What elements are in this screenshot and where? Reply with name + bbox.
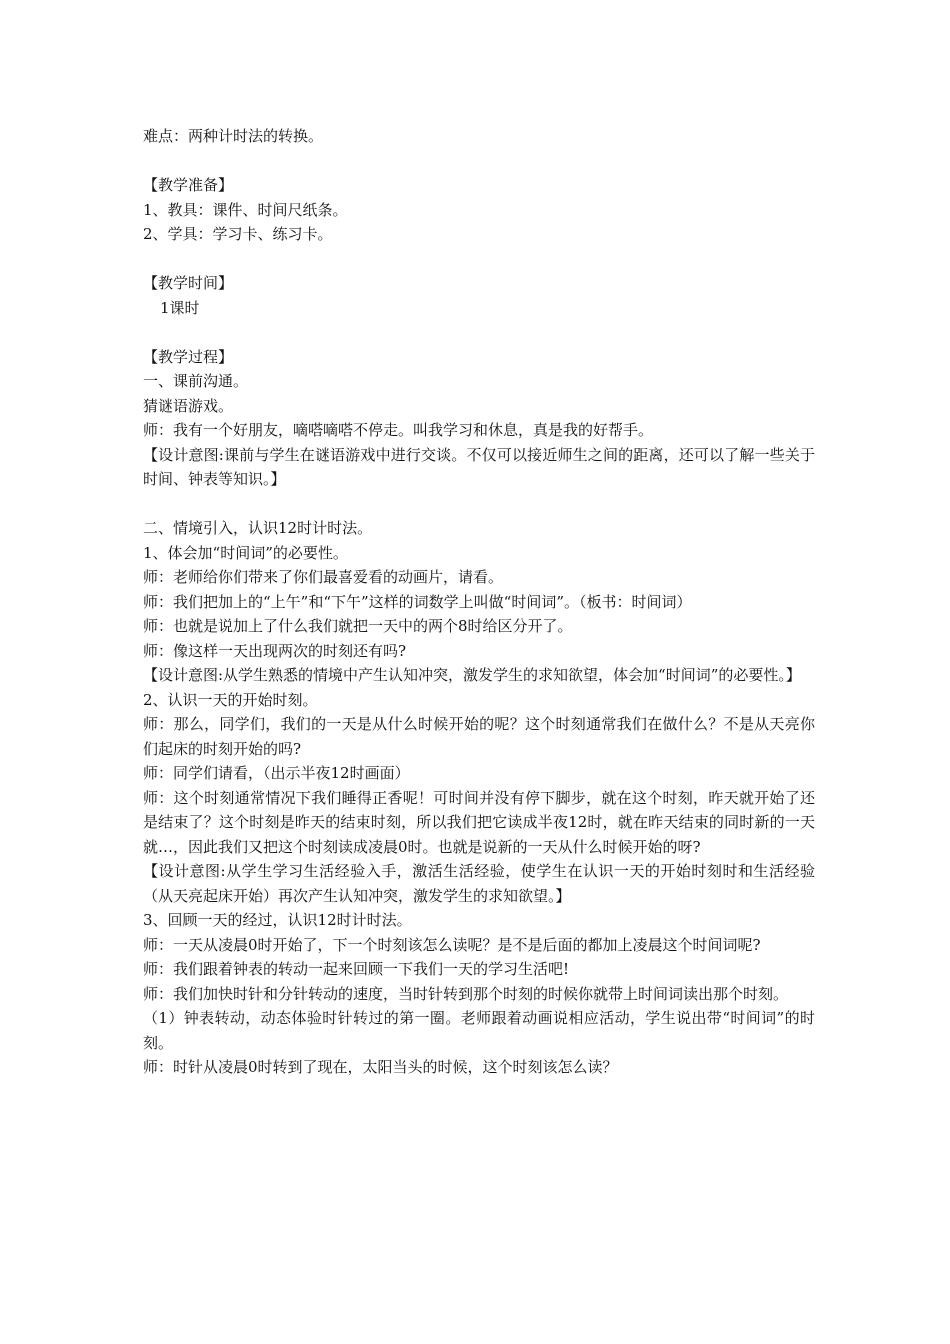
prep-heading: 【教学准备】	[143, 176, 234, 194]
part2-line: 师：那么，同学们，我们的一天是从什么时候开始的呢？这个时刻通常我们在做什么？不是从天亮你们起床的时刻开始的吗?	[143, 715, 815, 758]
part2-line: 师：一天从凌晨0时开始了，下一个时刻该怎么读呢？是不是后面的都加上凌晨这个时间词呢?	[143, 935, 761, 954]
process-heading: 【教学过程】	[143, 347, 234, 366]
part2-design-intent: 【设计意图:从学生学习生活经验入手，激活生活经验，使学生在认识一天的开始时刻时和生活经验（从天亮起床开始）再次产生认知冲突，激发学生的求知欲望。】	[143, 862, 815, 905]
part2-line: 师：时针从凌晨0时转到了现在，太阳当头的时候，这个时刻该怎么读？	[143, 1058, 618, 1076]
spacer	[143, 149, 815, 174]
part2-line: 师：这个时刻通常情况下我们睡得正香呢！可时间并没有停下脚步，就在这个时刻，昨天就开始了还是结束了？这个时刻是昨天的结束时刻，所以我们把它读成半夜12时，就在昨天结束的同时新的一天就…，因此我们又把这个时刻读成凌晨0时。也就是说新的一天从什么时候开始的呀?	[143, 788, 815, 856]
part2-line: 师：我们把加上的“上午”和“下午”这样的词数学上叫做“时间词”。（板书：时间词）	[143, 592, 692, 611]
part2-design-intent: 【设计意图:从学生熟悉的情境中产生认知冲突，激发学生的求知欲望，体会加“时间词”的必要性。】	[143, 666, 801, 684]
difficulty-line: 难点：两种计时法的转换。	[143, 127, 324, 145]
time-value: 1课时	[160, 298, 200, 317]
spacer	[143, 492, 815, 517]
prep-item: 1、教具：课件、时间尺纸条。	[143, 200, 348, 219]
spacer	[143, 320, 815, 345]
spacer	[143, 247, 815, 272]
part2-line: 师：像这样一天出现两次的时刻还有吗?	[143, 641, 407, 660]
part2-line: 师：我们跟着钟表的转动一起来回顾一下我们一天的学习生活吧!	[143, 960, 570, 978]
part2-line: 2、认识一天的开始时刻。	[143, 690, 318, 709]
part1-title: 一、课前沟通。	[143, 372, 249, 390]
document-body	[143, 124, 815, 1080]
part2-line: 师：同学们请看，（出示半夜12时画面）	[143, 764, 410, 782]
part1-line: 师：我有一个好朋友，嘀嗒嘀嗒不停走。叫我学习和休息，真是我的好帮手。	[143, 421, 654, 439]
part1-design-intent: 【设计意图:课前与学生在谜语游戏中进行交谈。不仅可以接近师生之间的距离，还可以了解一些关于时间、钟表等知识。】	[143, 445, 815, 488]
part2-line: 3、回顾一天的经过，认识12时计时法。	[143, 911, 412, 929]
time-heading: 【教学时间】	[143, 274, 234, 292]
part2-line: 1、体会加“时间词”的必要性。	[143, 543, 348, 562]
part2-line: 师：老师给你们带来了你们最喜爱看的动画片，请看。	[143, 568, 504, 586]
part2-line: 师：我们加快时针和分针转动的速度，当时针转到那个时刻的时候你就带上时间词读出那个时刻。	[143, 984, 789, 1003]
part2-title: 二、情境引入，认识12时计时法。	[143, 519, 373, 537]
prep-item: 2、学具：学习卡、练习卡。	[143, 225, 333, 243]
part2-line: （1）钟表转动，动态体验时针转过的第一圈。老师跟着动画说相应活动，学生说出带“时间词”的时刻。	[143, 1009, 815, 1052]
part1-line: 猜谜语游戏。	[143, 396, 234, 415]
part2-line: 师：也就是说加上了什么我们就把一天中的两个8时给区分开了。	[143, 617, 573, 635]
